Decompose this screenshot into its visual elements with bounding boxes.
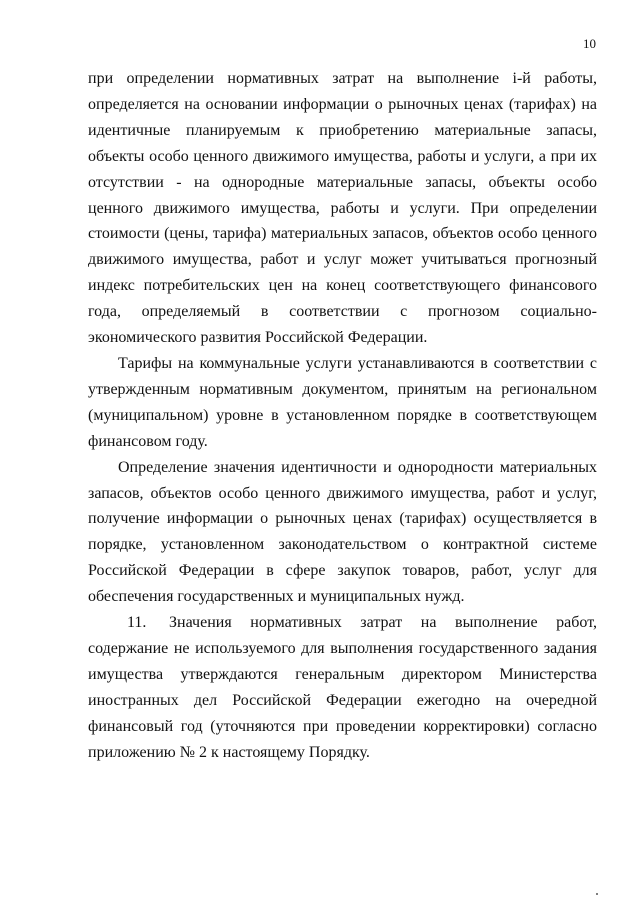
paragraph-item-11 [88, 610, 597, 765]
item-text: Значения нормативных затрат на выполнение работ, содержание не используемого для выполнения государственного задания имущества утверждаются генеральным директором Министерства иностранных дел Российской Федерации ежегодно на очередной финансовый год (уточняются при проведении корректировки) согласно приложению № 2 к настоящему Порядку. [88, 614, 597, 761]
paragraph-tariffs: Тарифы на коммунальные услуги устанавливаются в соответствии с утвержденным нормативным документом, принятым на региональном (муниципальном) уровне в установленном порядке в соответствующем финансовом году. [88, 354, 597, 450]
page-number: 10 [583, 36, 596, 51]
scan-speck [596, 893, 598, 895]
paragraph-continuation: при определении нормативных затрат на выполнение i-й работы, определяется на основании информации о рыночных ценах (тарифах) на идентичные планируемым к приобретению материальные запасы, объекты особо ценного движимого имущества, работы и услуги, а при их отсутствии - на однородные материальные запасы, объекты особо ценного движимого имущества, работы и услуги. При определении стоимости (цены, тарифа) материальных запасов, объектов особо ценного движимого имущества, работ и услуг может учитываться прогнозный индекс потребительских цен на конец соответствующего финансового года, определяемый в соответствии с прогнозом социально-экономического развития Российской Федерации. [88, 70, 597, 347]
document-body [88, 66, 597, 765]
item-number: 11. [127, 614, 147, 632]
paragraph-identity-definition: Определение значения идентичности и однородности материальных запасов, объектов особо ценного движимого имущества, работ и услуг, получение информации о рыночных ценах (тарифах) осуществляется в порядке, установленном законодательством о контрактной системе Российской Федерации в сфере закупок товаров, работ, услуг для обеспечения государственных и муниципальных нужд. [88, 458, 597, 606]
